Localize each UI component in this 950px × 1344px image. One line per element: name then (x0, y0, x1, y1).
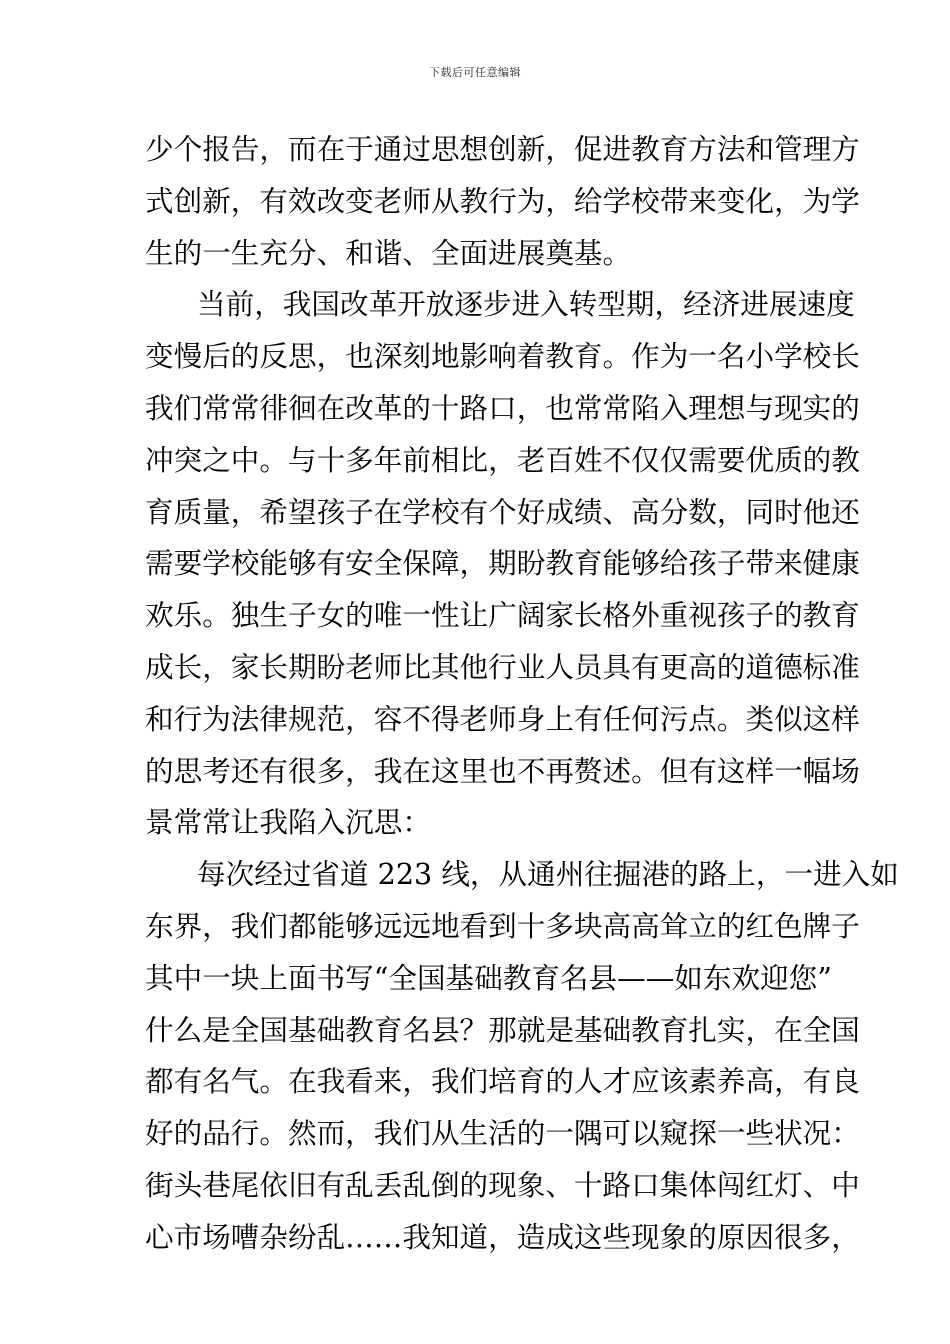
text-line: 欢乐。独生子女的唯一性让广阔家长格外重视孩子的教育 (145, 598, 860, 633)
text-line: 变慢后的反思，也深刻地影响着教育。作为一名小学校长 (145, 339, 860, 374)
text-line: 冲突之中。与十多年前相比，老百姓不仅仅需要优质的教 (145, 442, 860, 477)
text-line: 景常常让我陷入沉思： (145, 805, 431, 840)
text-line: 每次经过省道 223 线，从通州往掘港的路上，一进入如 (197, 857, 899, 892)
page-header: 下载后可任意编辑 (429, 66, 521, 79)
text-line: 的思考还有很多，我在这里也不再赘述。但有这样一幅场 (145, 753, 860, 788)
text-line: 和行为法律规范，容不得老师身上有任何污点。类似这样 (145, 701, 860, 736)
text-line: 东界，我们都能够远远地看到十多块高高耸立的红色牌子 (145, 908, 860, 943)
body-text (145, 124, 899, 1264)
paragraph-3 (145, 849, 899, 1263)
text-line: 需要学校能够有安全保障，期盼教育能够给孩子带来健康 (145, 546, 860, 581)
text-line: 其中一块上面书写“全国基础教育名县——如东欢迎您” (145, 960, 832, 995)
text-line: 成长，家长期盼老师比其他行业人员具有更高的道德标准 (145, 649, 860, 684)
text-line: 少个报告，而在于通过思想创新，促进教育方法和管理方 (145, 132, 860, 166)
text-line: 好的品行。然而，我们从生活的一隅可以窥探一些状况： (145, 1116, 860, 1151)
text-line: 什么是全国基础教育名县？那就是基础教育扎实，在全国 (145, 1012, 860, 1047)
text-line: 生的一生充分、和谐、全面进展奠基。 (145, 235, 632, 270)
text-line: 当前，我国改革开放逐步进入转型期，经济进展速度 (197, 287, 855, 322)
paragraph-2 (145, 279, 860, 849)
text-line: 街头巷尾依旧有乱丢乱倒的现象、十路口集体闯红灯、中 (145, 1167, 860, 1202)
text-line: 都有名气。在我看来，我们培育的人才应该素养高，有良 (145, 1064, 860, 1099)
text-line: 心市场嘈杂纷乱……我知道，造成这些现象的原因很多， (145, 1219, 860, 1254)
text-line: 育质量，希望孩子在学校有个好成绩、高分数，同时他还 (145, 494, 860, 529)
paragraph-1 (145, 124, 860, 279)
text-line: 我们常常徘徊在改革的十路口，也常常陷入理想与现实的 (145, 390, 860, 425)
text-line: 式创新，有效改变老师从教行为，给学校带来变化，为学 (145, 183, 860, 218)
